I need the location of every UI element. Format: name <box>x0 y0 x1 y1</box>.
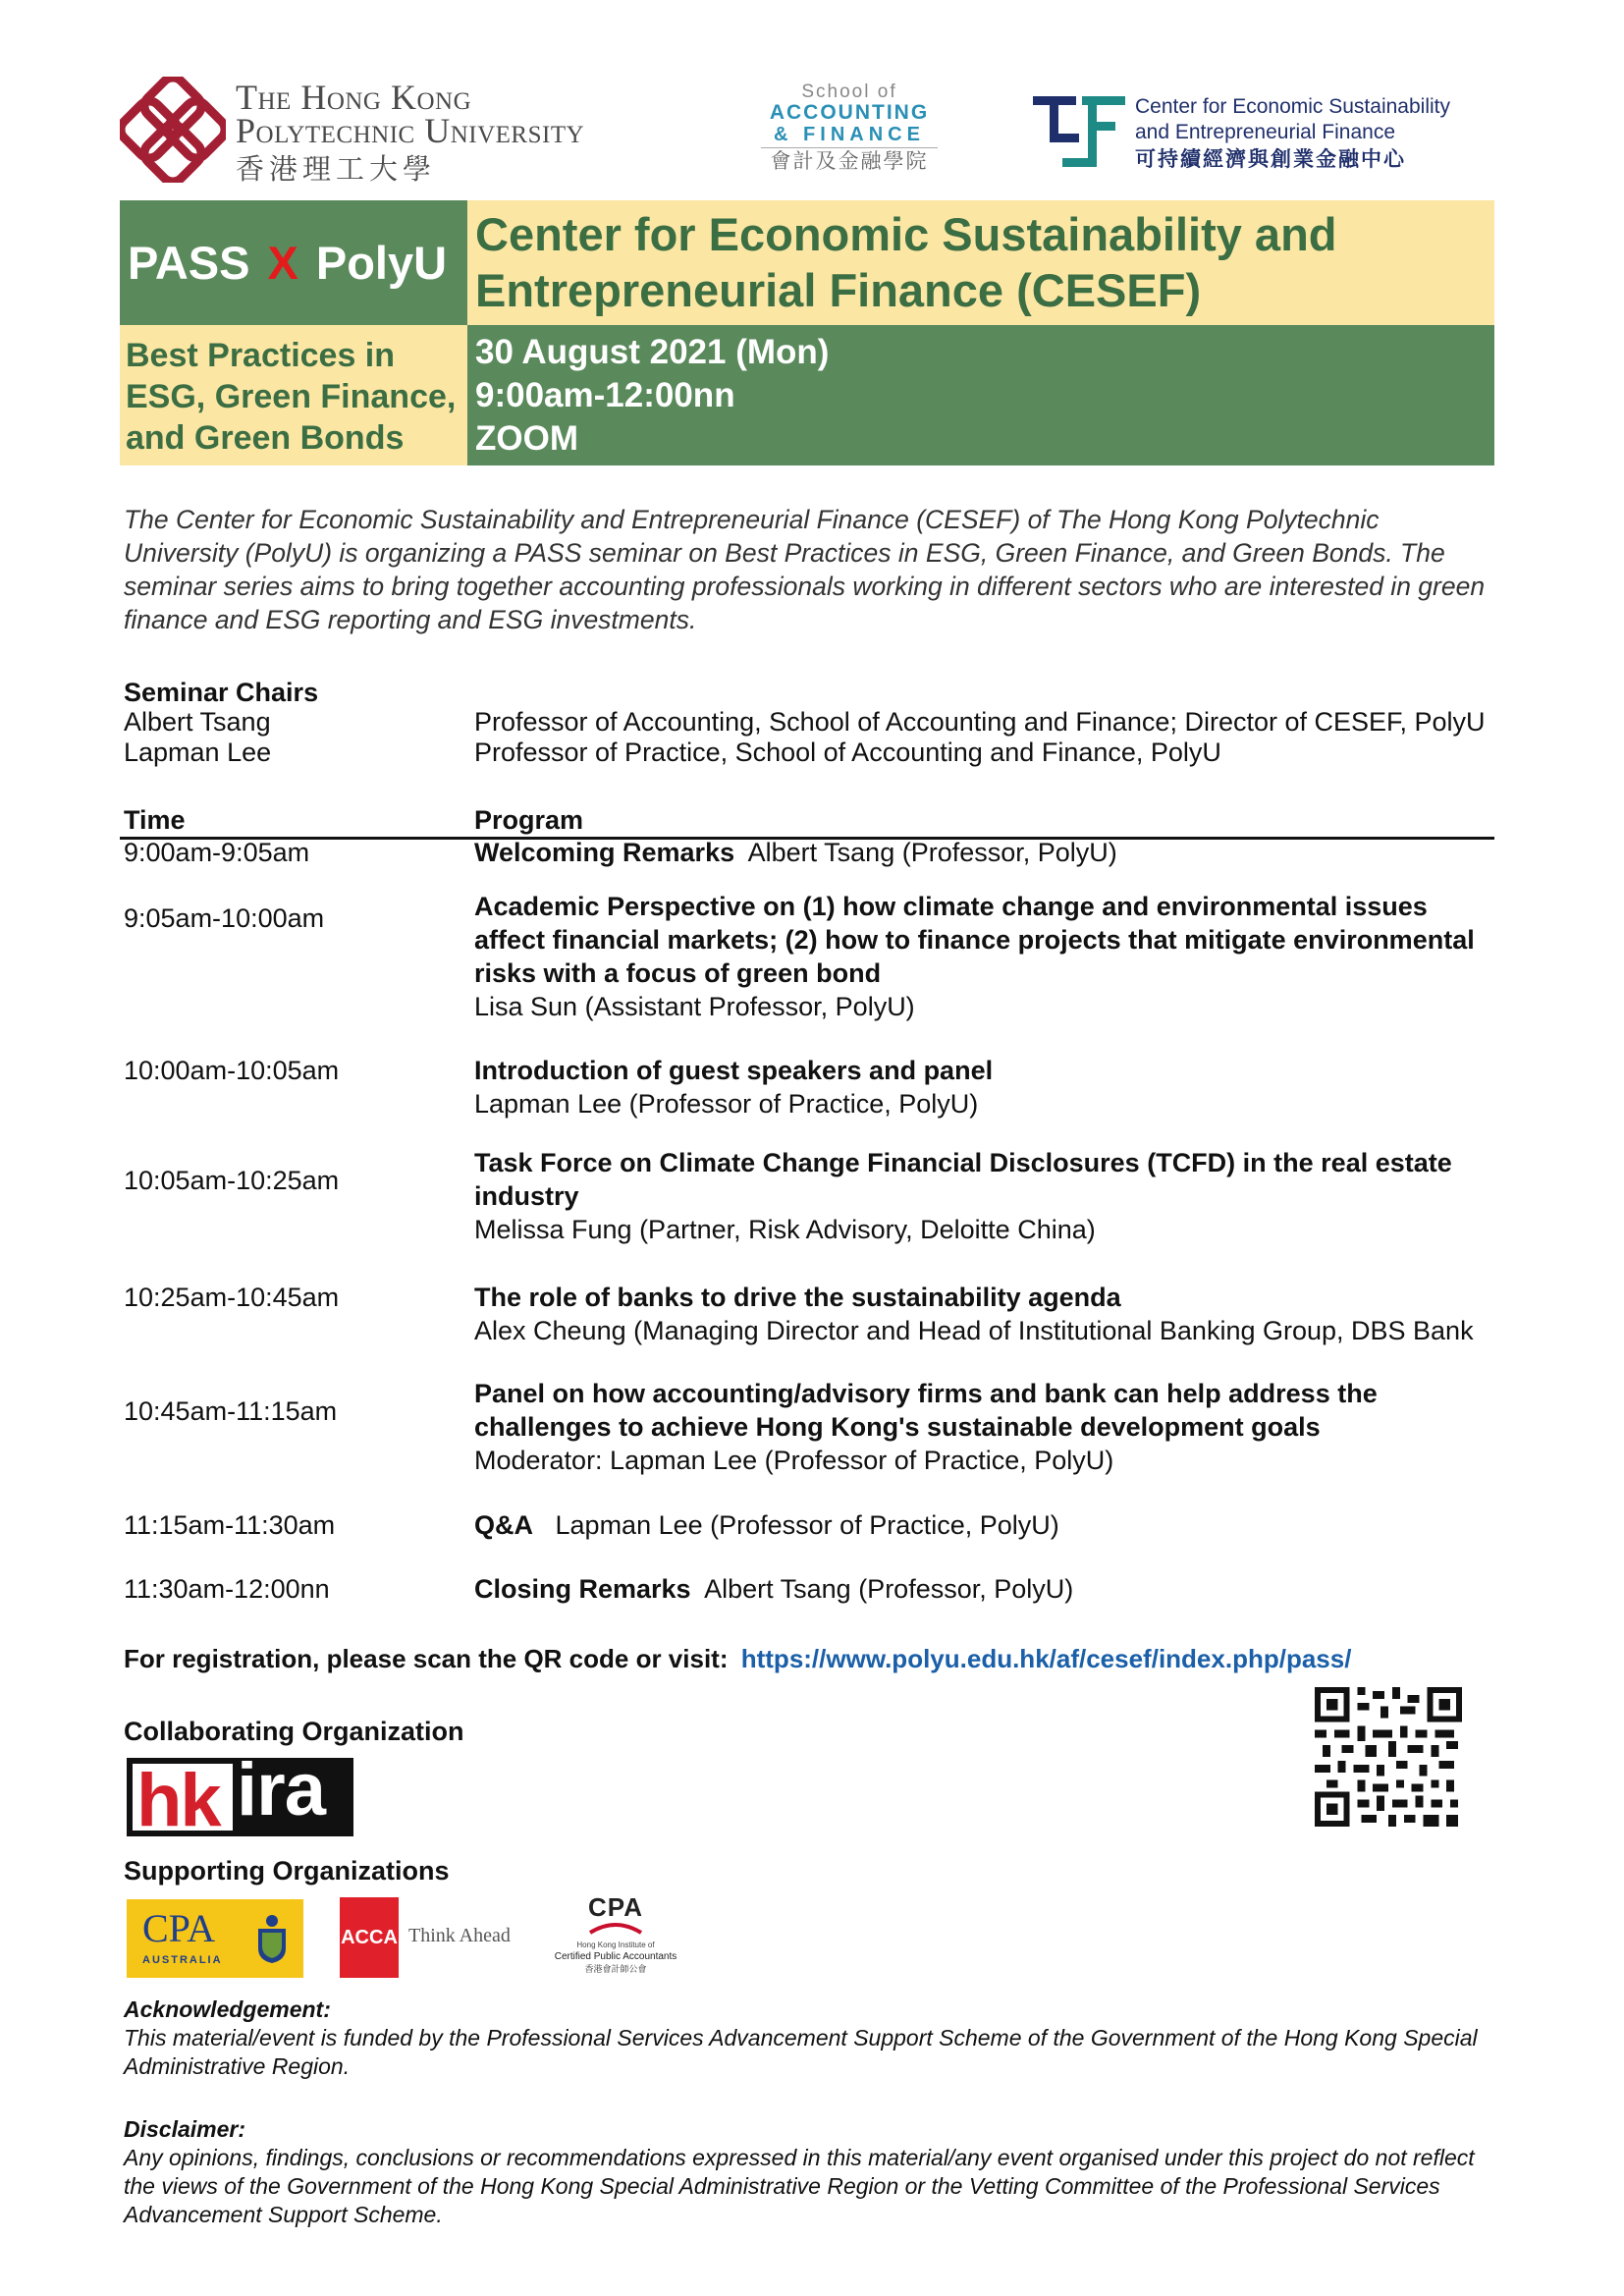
cesef-line3: 可持續經濟與創業金融中心 <box>1135 148 1406 171</box>
hkicpa-line1: Hong Kong Institute of <box>576 1941 655 1949</box>
polyu-logo <box>120 77 670 185</box>
program-title-line2: challenges to achieve Hong Kong's sustainable development goals <box>474 1412 1321 1442</box>
banner-polyu: PolyU <box>315 237 448 289</box>
program-title-line2: affect financial markets; (2) how to finance projects that mitigate environmental <box>474 925 1475 955</box>
registration-label: For registration, please scan the QR code or visit: <box>124 1644 729 1673</box>
polyu-name-line1: The Hong Kong <box>236 78 472 117</box>
collaborating-heading: Collaborating Organization <box>124 1717 464 1746</box>
program-time: 9:05am-10:00am <box>124 903 325 933</box>
registration-line <box>124 1644 1351 1674</box>
program-title: Closing Remarks <box>474 1574 691 1604</box>
program-speaker: Melissa Fung (Partner, Risk Advisory, Deloitte China) <box>474 1215 1096 1244</box>
program-title: Academic Perspective on (1) how climate change and environmental issues <box>474 892 1428 921</box>
program-title-line3: risks with a focus of green bond <box>474 958 882 988</box>
banner-venue: ZOOM <box>475 419 578 458</box>
cesef-line1: Center for Economic Sustainability <box>1135 95 1450 118</box>
hkira-logo-ira: ira <box>233 1758 348 1831</box>
chairs-heading: Seminar Chairs <box>124 678 319 707</box>
program-time: 10:05am-10:25am <box>124 1166 340 1195</box>
hkira-logo <box>127 1748 353 1842</box>
supporting-heading: Supporting Organizations <box>124 1856 450 1886</box>
qr-code-icon[interactable] <box>1314 1687 1463 1827</box>
chair-name: Albert Tsang <box>124 707 271 737</box>
saf-line1: School of <box>801 82 897 102</box>
banner-center-title <box>467 200 1494 325</box>
program-time: 11:30am-12:00nn <box>124 1574 330 1604</box>
disclaimer-text: Any opinions, findings, conclusions or recommendations expressed in this material/any event organised under this project do not reflect the views of the Government of the Hong Kong Special Administrative Region or the Vetting Committee of the Professional Services Advancement Support Scheme. <box>124 2145 1475 2227</box>
intro-paragraph: The Center for Economic Sustainability and Entrepreneurial Finance (CESEF) of The Hong Kong Polytechnic University (PolyU) is organizing a PASS seminar on Best Practices in ESG, Green Finance, and Green Bonds. The seminar series aims to bring together accounting professionals working in different sectors who are interested in green finance and ESG reporting and ESG investments. <box>124 505 1486 634</box>
banner-topic-line3: and Green Bonds <box>126 419 405 457</box>
polyu-name-line2: Polytechnic University <box>236 111 585 150</box>
program-title: Panel on how accounting/advisory firms and bank can help address the <box>474 1379 1378 1408</box>
saf-line3: & FINANCE <box>761 124 938 148</box>
hkicpa-cpa: CPA <box>588 1892 643 1922</box>
time-column-heading: Time <box>124 805 186 835</box>
event-banner <box>120 200 1494 465</box>
chair-role: Professor of Accounting, School of Accounting and Finance; Director of CESEF, PolyU <box>474 707 1486 737</box>
cesef-line2: and Entrepreneurial Finance <box>1135 121 1396 143</box>
saf-line4: 會計及金融學院 <box>770 150 929 173</box>
hkicpa-line3: 香港會計師公會 <box>584 1964 647 1974</box>
program-speaker: Albert Tsang (Professor, PolyU) <box>747 838 1117 867</box>
polyu-emblem-icon <box>120 77 226 183</box>
disclaimer-heading: Disclaimer: <box>124 2116 246 2142</box>
banner-x: X <box>267 237 298 289</box>
banner-topic <box>120 325 467 465</box>
banner-date: 30 August 2021 (Mon) <box>475 333 830 371</box>
cpa-australia-logo <box>127 1899 303 1978</box>
banner-time: 9:00am-12:00nn <box>475 376 735 414</box>
banner-topic-line2: ESG, Green Finance, <box>126 378 457 415</box>
hkicpa-line2: Certified Public Accountants <box>554 1951 677 1962</box>
program-column-heading: Program <box>474 805 584 835</box>
chair-name: Lapman Lee <box>124 738 272 767</box>
program-title: Q&A <box>474 1510 533 1540</box>
banner-center-line1: Center for Economic Sustainability and <box>475 208 1337 260</box>
program-title: The role of banks to drive the sustainability agenda <box>474 1283 1121 1312</box>
program-time: 9:00am-9:05am <box>124 838 310 867</box>
program-speaker: Lapman Lee (Professor of Practice, PolyU) <box>555 1510 1059 1540</box>
chair-role: Professor of Practice, School of Accounting and Finance, PolyU <box>474 738 1221 767</box>
program-title: Task Force on Climate Change Financial Disclosures (TCFD) in the real estate <box>474 1148 1452 1177</box>
banner-pass-polyu <box>120 200 467 325</box>
acca-text: ACCA <box>340 1897 399 1978</box>
hkicpa-arc-icon <box>586 1921 645 1935</box>
saf-line2: ACCOUNTING <box>769 101 930 124</box>
program-header <box>124 805 1498 836</box>
cpa-australia-sub: AUSTRALIA <box>142 1954 223 1966</box>
acca-logo <box>340 1897 521 1978</box>
registration-link[interactable]: https://www.polyu.edu.hk/af/cesef/index.php/pass/ <box>740 1644 1352 1673</box>
acca-tagline: Think Ahead <box>408 1925 511 1946</box>
program-time: 11:15am-11:30am <box>124 1510 336 1540</box>
program-speaker: Alex Cheung (Managing Director and Head of Institutional Banking Group, DBS Bank <box>474 1316 1474 1345</box>
hkicpa-logo <box>542 1893 689 1976</box>
cesef-emblem-icon <box>1033 92 1126 171</box>
banner-pass: PASS <box>128 237 250 289</box>
program-time: 10:45am-11:15am <box>124 1396 338 1426</box>
banner-details <box>467 325 1494 465</box>
acknowledgement-heading: Acknowledgement: <box>124 1996 331 2022</box>
program-title: Introduction of guest speakers and panel <box>474 1056 994 1085</box>
banner-topic-line1: Best Practices in <box>126 337 396 374</box>
crest-icon <box>252 1913 292 1964</box>
program-speaker: Lapman Lee (Professor of Practice, PolyU) <box>474 1089 979 1119</box>
banner-center-line2: Entrepreneurial Finance (CESEF) <box>475 264 1202 316</box>
saf-logo <box>761 82 938 181</box>
program-title: Welcoming Remarks <box>474 838 735 867</box>
acknowledgement-text: This material/event is funded by the Professional Services Advancement Support Scheme of the Government of the Hong Kong Special Administrative Region. <box>124 2025 1478 2079</box>
program-time: 10:00am-10:05am <box>124 1056 340 1085</box>
program-speaker: Moderator: Lapman Lee (Professor of Practice, PolyU) <box>474 1446 1114 1475</box>
program-speaker: Lisa Sun (Assistant Professor, PolyU) <box>474 992 915 1021</box>
cesef-logo <box>1033 92 1475 177</box>
hkira-logo-hk: hk <box>136 1759 220 1842</box>
cpa-australia-text: CPA <box>142 1906 216 1950</box>
program-time: 10:25am-10:45am <box>124 1283 340 1312</box>
program-title-line2: industry <box>474 1181 579 1211</box>
program-speaker: Albert Tsang (Professor, PolyU) <box>704 1574 1074 1604</box>
polyu-name-chinese: 香港理工大學 <box>236 154 437 186</box>
